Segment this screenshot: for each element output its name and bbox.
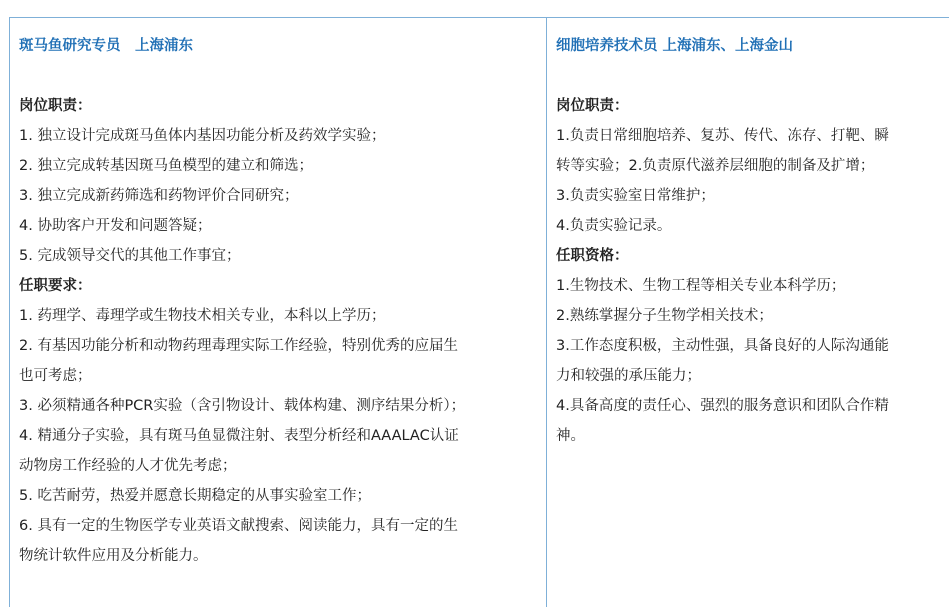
description-line: 5. 吃苦耐劳，热爱并愿意长期稳定的从事实验室工作；	[19, 488, 371, 504]
column-divider	[546, 18, 547, 607]
description-line: 3. 独立完成新药筛选和药物评价合同研究；	[19, 188, 299, 204]
section-heading: 岗位职责：	[556, 98, 629, 114]
section-heading: 任职资格：	[556, 248, 629, 264]
description-line: 2.熟练掌握分子生物学相关技术；	[556, 308, 773, 324]
description-line: 4.具备高度的责任心、强烈的服务意识和团队合作精	[556, 398, 889, 414]
description-line: 4. 精通分子实验，具有斑马鱼显微注射、表型分析经和AAALAC认证	[19, 428, 459, 444]
description-line: 神。	[556, 428, 585, 444]
description-line: 4.负责实验记录。	[556, 218, 672, 234]
description-line: 1.生物技术、生物工程等相关专业本科学历；	[556, 278, 846, 294]
job-table	[9, 17, 949, 607]
job-title: 斑马鱼研究专员 上海浦东	[19, 38, 193, 54]
description-line: 力和较强的承压能力；	[556, 368, 701, 384]
job-description	[556, 91, 949, 451]
section-heading: 任职要求：	[19, 278, 92, 294]
description-line: 3.负责实验室日常维护；	[556, 188, 715, 204]
section-heading: 岗位职责：	[19, 98, 92, 114]
description-line: 4. 协助客户开发和问题答疑；	[19, 218, 212, 234]
description-line: 2. 独立完成转基因斑马鱼模型的建立和筛选；	[19, 158, 313, 174]
description-line: 1. 独立设计完成斑马鱼体内基因功能分析及药效学实验；	[19, 128, 386, 144]
job-description	[19, 91, 539, 571]
description-line: 也可考虑；	[19, 368, 92, 384]
description-line: 3.工作态度积极，主动性强，具备良好的人际沟通能	[556, 338, 889, 354]
description-line: 1.负责日常细胞培养、复苏、传代、冻存、打靶、瞬	[556, 128, 889, 144]
description-line: 物统计软件应用及分析能力。	[19, 548, 208, 564]
job-title: 细胞培养技术员 上海浦东、上海金山	[556, 38, 794, 54]
description-line: 3. 必须精通各种PCR实验（含引物设计、载体构建、测序结果分析）；	[19, 398, 466, 414]
description-line: 转等实验；2.负责原代滋养层细胞的制备及扩增；	[556, 158, 875, 174]
description-line: 5. 完成领导交代的其他工作事宜；	[19, 248, 241, 264]
description-line: 6. 具有一定的生物医学专业英语文献搜索、阅读能力，具有一定的生	[19, 518, 458, 534]
description-line: 1. 药理学、毒理学或生物技术相关专业，本科以上学历；	[19, 308, 386, 324]
description-line: 动物房工作经验的人才优先考虑；	[19, 458, 237, 474]
description-line: 2. 有基因功能分析和动物药理毒理实际工作经验，特别优秀的应届生	[19, 338, 458, 354]
